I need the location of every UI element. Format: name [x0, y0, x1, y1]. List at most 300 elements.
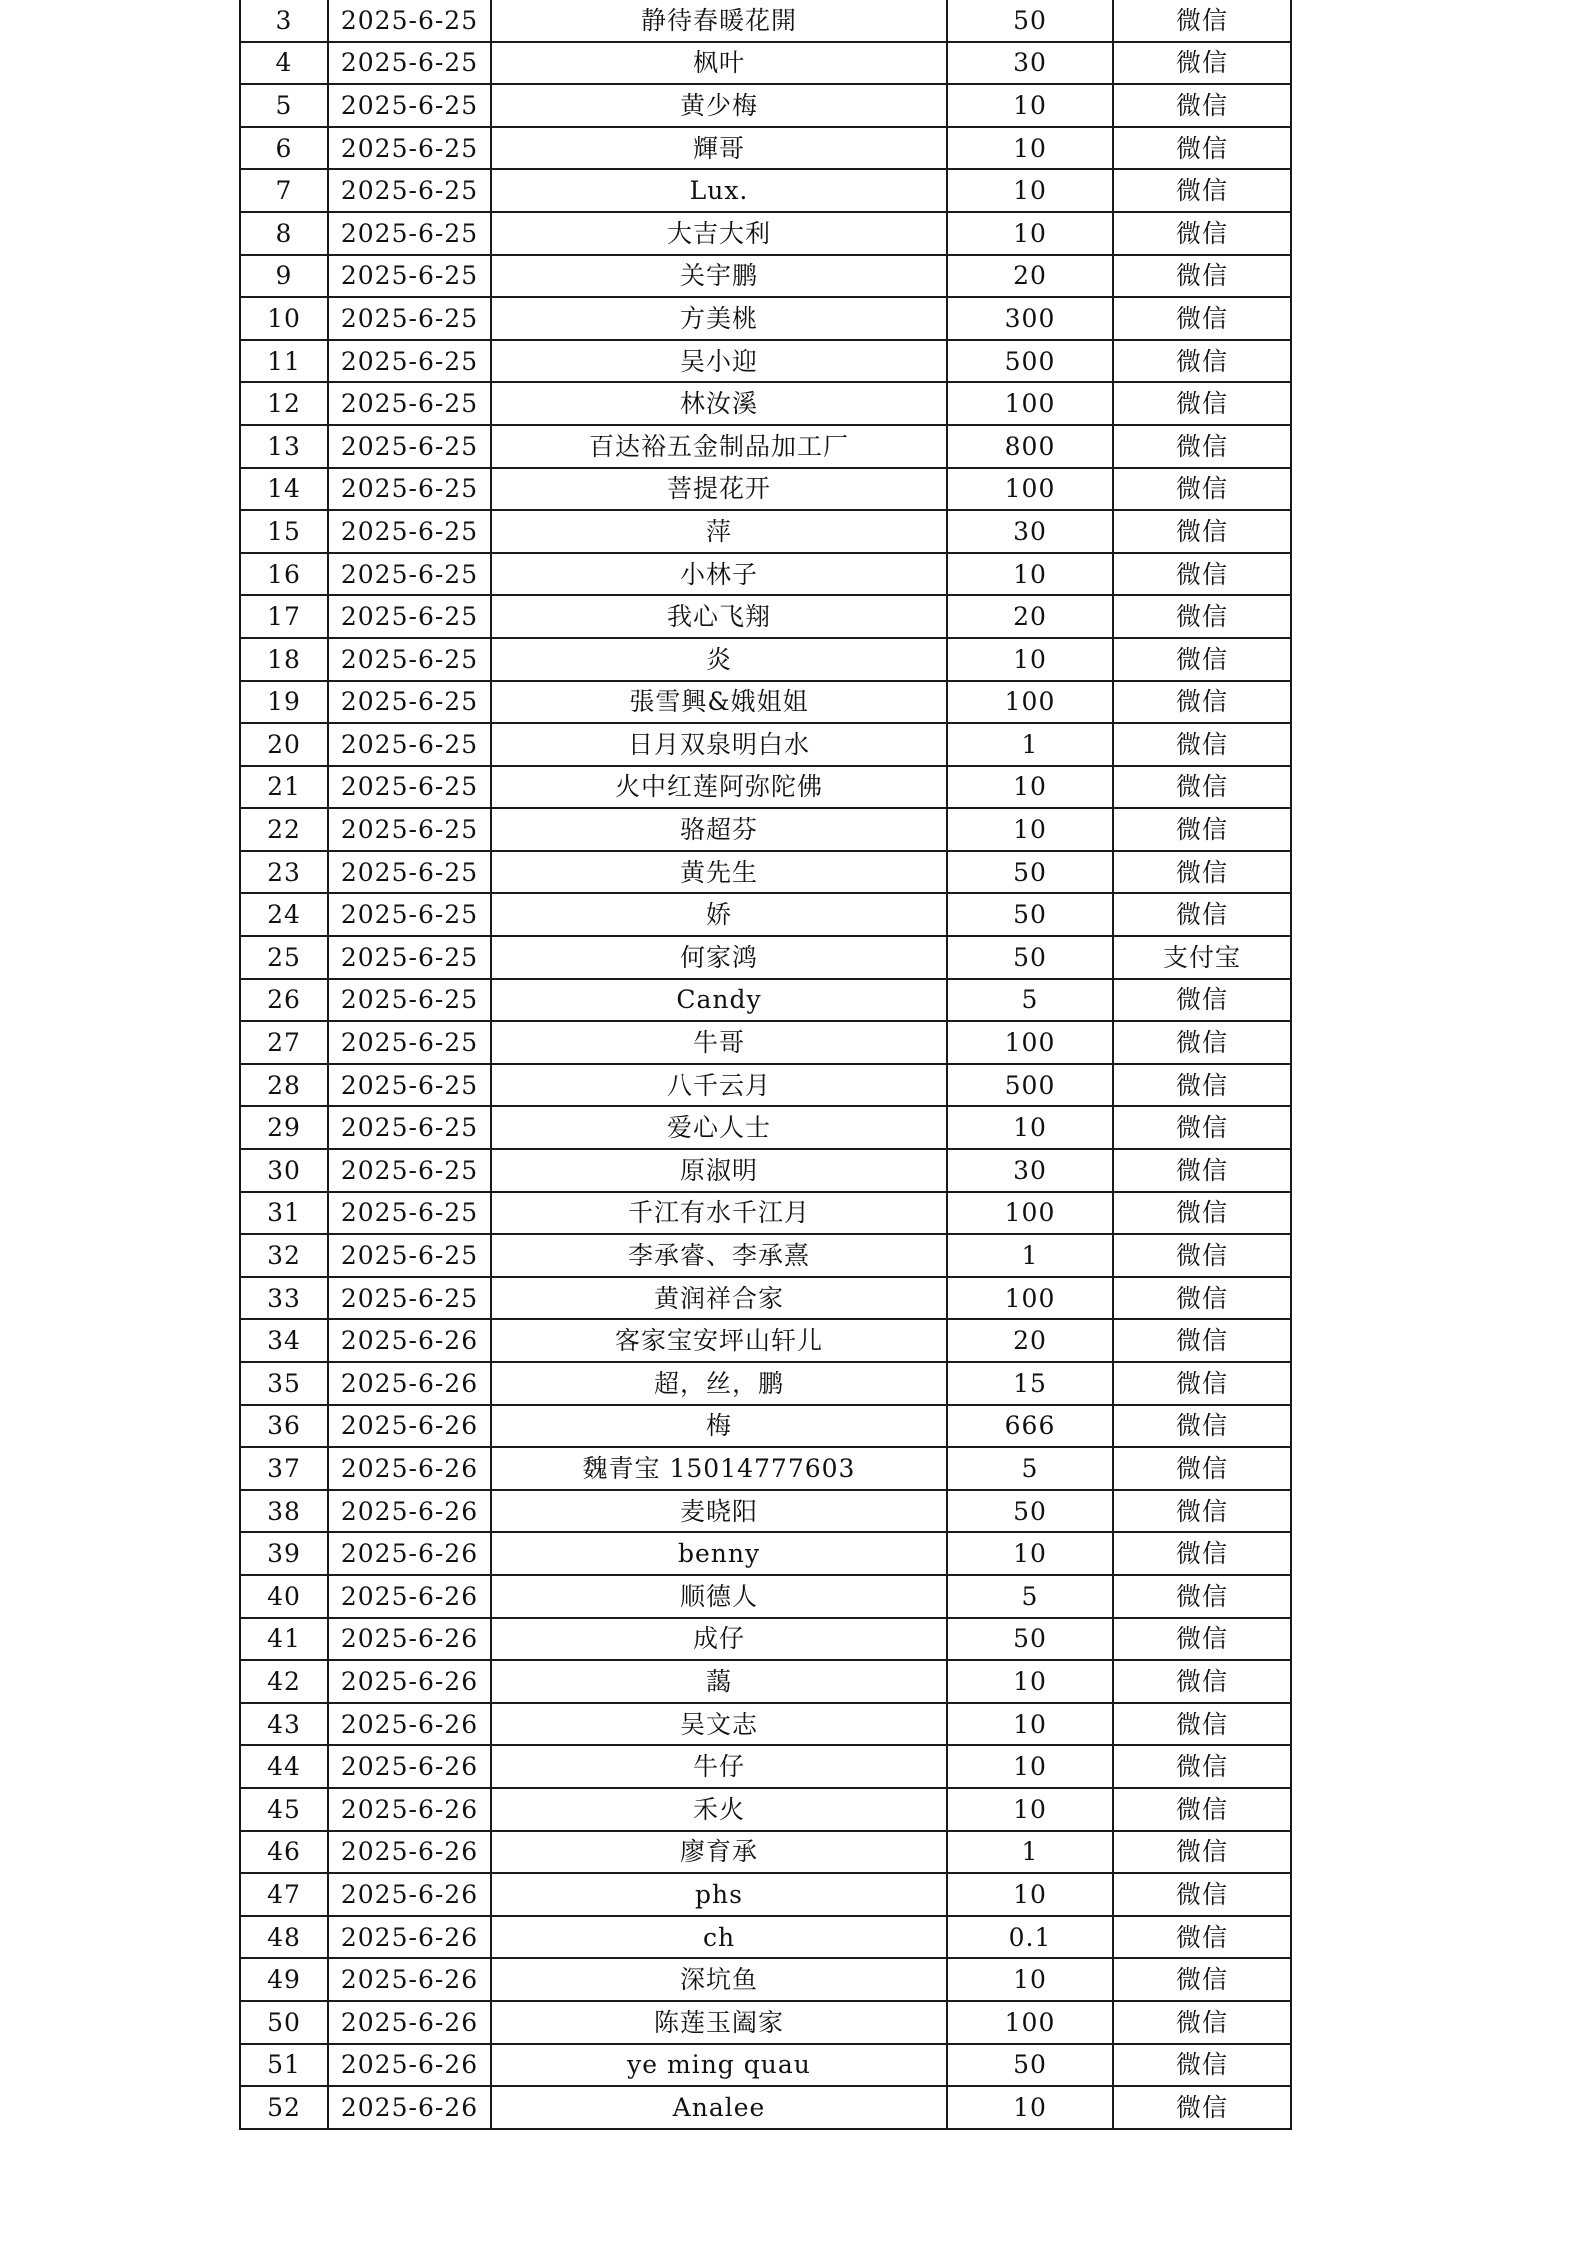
- date-cell: 2025-6-26: [328, 2001, 491, 2044]
- row-number-cell: 11: [240, 340, 328, 383]
- amount-cell: 20: [947, 1319, 1113, 1362]
- donor-name-cell: 藹: [491, 1660, 947, 1703]
- date-cell: 2025-6-25: [328, 0, 491, 42]
- table-row: [240, 638, 1291, 681]
- amount-cell: 10: [947, 1788, 1113, 1831]
- donor-name-cell: 客家宝安坪山轩儿: [491, 1319, 947, 1362]
- amount-cell: 300: [947, 297, 1113, 340]
- date-cell: 2025-6-25: [328, 340, 491, 383]
- date-cell: 2025-6-26: [328, 1405, 491, 1448]
- payment-method-cell: 微信: [1113, 1788, 1291, 1831]
- donor-name-cell: 八千云月: [491, 1064, 947, 1107]
- table-row: [240, 382, 1291, 425]
- amount-cell: 50: [947, 2044, 1113, 2087]
- row-number-cell: 23: [240, 851, 328, 894]
- donor-name-cell: 骆超芬: [491, 808, 947, 851]
- date-cell: 2025-6-25: [328, 42, 491, 85]
- donor-name-cell: 黄少梅: [491, 84, 947, 127]
- payment-method-cell: 微信: [1113, 0, 1291, 42]
- table-row: [240, 510, 1291, 553]
- table-row: [240, 1064, 1291, 1107]
- table-row: [240, 2044, 1291, 2087]
- donor-name-cell: 火中红莲阿弥陀佛: [491, 766, 947, 809]
- amount-cell: 10: [947, 212, 1113, 255]
- row-number-cell: 21: [240, 766, 328, 809]
- amount-cell: 10: [947, 1703, 1113, 1746]
- date-cell: 2025-6-25: [328, 766, 491, 809]
- date-cell: 2025-6-25: [328, 936, 491, 979]
- table-row: [240, 127, 1291, 170]
- date-cell: 2025-6-25: [328, 212, 491, 255]
- row-number-cell: 3: [240, 0, 328, 42]
- payment-method-cell: 微信: [1113, 595, 1291, 638]
- amount-cell: 1: [947, 1234, 1113, 1277]
- date-cell: 2025-6-26: [328, 2086, 491, 2129]
- payment-method-cell: 微信: [1113, 1532, 1291, 1575]
- date-cell: 2025-6-26: [328, 1490, 491, 1533]
- donor-name-cell: 魏青宝 15014777603: [491, 1447, 947, 1490]
- amount-cell: 10: [947, 2086, 1113, 2129]
- date-cell: 2025-6-25: [328, 893, 491, 936]
- date-cell: 2025-6-25: [328, 425, 491, 468]
- donation-table: [239, 0, 1292, 2130]
- payment-method-cell: 微信: [1113, 382, 1291, 425]
- table-row: [240, 766, 1291, 809]
- amount-cell: 50: [947, 0, 1113, 42]
- table-row: [240, 1447, 1291, 1490]
- row-number-cell: 13: [240, 425, 328, 468]
- table-row: [240, 297, 1291, 340]
- payment-method-cell: 微信: [1113, 808, 1291, 851]
- donor-name-cell: ch: [491, 1916, 947, 1959]
- payment-method-cell: 微信: [1113, 468, 1291, 511]
- amount-cell: 0.1: [947, 1916, 1113, 1959]
- payment-method-cell: 微信: [1113, 979, 1291, 1022]
- amount-cell: 500: [947, 340, 1113, 383]
- table-row: [240, 1916, 1291, 1959]
- row-number-cell: 38: [240, 1490, 328, 1533]
- row-number-cell: 33: [240, 1277, 328, 1320]
- row-number-cell: 31: [240, 1192, 328, 1235]
- date-cell: 2025-6-25: [328, 468, 491, 511]
- payment-method-cell: 支付宝: [1113, 936, 1291, 979]
- date-cell: 2025-6-25: [328, 84, 491, 127]
- table-row: [240, 425, 1291, 468]
- donation-table-body: [240, 0, 1291, 2129]
- payment-method-cell: 微信: [1113, 638, 1291, 681]
- date-cell: 2025-6-25: [328, 595, 491, 638]
- payment-method-cell: 微信: [1113, 1064, 1291, 1107]
- amount-cell: 10: [947, 1873, 1113, 1916]
- date-cell: 2025-6-26: [328, 1362, 491, 1405]
- table-row: [240, 979, 1291, 1022]
- payment-method-cell: 微信: [1113, 1831, 1291, 1874]
- payment-method-cell: 微信: [1113, 84, 1291, 127]
- donor-name-cell: 静待春暖花開: [491, 0, 947, 42]
- table-row: [240, 808, 1291, 851]
- date-cell: 2025-6-26: [328, 1532, 491, 1575]
- date-cell: 2025-6-26: [328, 1660, 491, 1703]
- payment-method-cell: 微信: [1113, 1277, 1291, 1320]
- payment-method-cell: 微信: [1113, 1703, 1291, 1746]
- row-number-cell: 41: [240, 1618, 328, 1661]
- row-number-cell: 29: [240, 1106, 328, 1149]
- date-cell: 2025-6-25: [328, 169, 491, 212]
- amount-cell: 666: [947, 1405, 1113, 1448]
- row-number-cell: 46: [240, 1831, 328, 1874]
- donor-name-cell: 輝哥: [491, 127, 947, 170]
- date-cell: 2025-6-25: [328, 1064, 491, 1107]
- row-number-cell: 37: [240, 1447, 328, 1490]
- row-number-cell: 43: [240, 1703, 328, 1746]
- table-row: [240, 1873, 1291, 1916]
- payment-method-cell: 微信: [1113, 553, 1291, 596]
- table-row: [240, 468, 1291, 511]
- donor-name-cell: 枫叶: [491, 42, 947, 85]
- payment-method-cell: 微信: [1113, 1447, 1291, 1490]
- amount-cell: 100: [947, 468, 1113, 511]
- donor-name-cell: 我心飞翔: [491, 595, 947, 638]
- payment-method-cell: 微信: [1113, 127, 1291, 170]
- row-number-cell: 5: [240, 84, 328, 127]
- donor-name-cell: 千江有水千江月: [491, 1192, 947, 1235]
- date-cell: 2025-6-26: [328, 1788, 491, 1831]
- row-number-cell: 7: [240, 169, 328, 212]
- donor-name-cell: 吴小迎: [491, 340, 947, 383]
- donor-name-cell: 梅: [491, 1405, 947, 1448]
- row-number-cell: 17: [240, 595, 328, 638]
- payment-method-cell: 微信: [1113, 851, 1291, 894]
- payment-method-cell: 微信: [1113, 681, 1291, 724]
- payment-method-cell: 微信: [1113, 1618, 1291, 1661]
- date-cell: 2025-6-25: [328, 1149, 491, 1192]
- donor-name-cell: 牛哥: [491, 1021, 947, 1064]
- donor-name-cell: 禾火: [491, 1788, 947, 1831]
- row-number-cell: 27: [240, 1021, 328, 1064]
- amount-cell: 10: [947, 1660, 1113, 1703]
- amount-cell: 30: [947, 1149, 1113, 1192]
- amount-cell: 50: [947, 936, 1113, 979]
- donor-name-cell: Analee: [491, 2086, 947, 2129]
- payment-method-cell: 微信: [1113, 1575, 1291, 1618]
- payment-method-cell: 微信: [1113, 425, 1291, 468]
- row-number-cell: 40: [240, 1575, 328, 1618]
- payment-method-cell: 微信: [1113, 212, 1291, 255]
- donor-name-cell: 大吉大利: [491, 212, 947, 255]
- payment-method-cell: 微信: [1113, 766, 1291, 809]
- row-number-cell: 34: [240, 1319, 328, 1362]
- donor-name-cell: 百达裕五金制品加工厂: [491, 425, 947, 468]
- row-number-cell: 25: [240, 936, 328, 979]
- table-row: [240, 1192, 1291, 1235]
- date-cell: 2025-6-26: [328, 1575, 491, 1618]
- table-row: [240, 1149, 1291, 1192]
- table-row: [240, 2001, 1291, 2044]
- date-cell: 2025-6-25: [328, 851, 491, 894]
- donor-name-cell: 廖育承: [491, 1831, 947, 1874]
- table-row: [240, 1660, 1291, 1703]
- amount-cell: 100: [947, 2001, 1113, 2044]
- amount-cell: 10: [947, 1106, 1113, 1149]
- date-cell: 2025-6-25: [328, 1021, 491, 1064]
- date-cell: 2025-6-25: [328, 297, 491, 340]
- payment-method-cell: 微信: [1113, 1149, 1291, 1192]
- amount-cell: 1: [947, 1831, 1113, 1874]
- donor-name-cell: 黄润祥合家: [491, 1277, 947, 1320]
- row-number-cell: 36: [240, 1405, 328, 1448]
- payment-method-cell: 微信: [1113, 1319, 1291, 1362]
- row-number-cell: 50: [240, 2001, 328, 2044]
- payment-method-cell: 微信: [1113, 1106, 1291, 1149]
- amount-cell: 15: [947, 1362, 1113, 1405]
- donor-name-cell: 关宇鹏: [491, 255, 947, 298]
- payment-method-cell: 微信: [1113, 169, 1291, 212]
- date-cell: 2025-6-25: [328, 1192, 491, 1235]
- amount-cell: 500: [947, 1064, 1113, 1107]
- donor-name-cell: 吴文志: [491, 1703, 947, 1746]
- table-row: [240, 723, 1291, 766]
- date-cell: 2025-6-26: [328, 1618, 491, 1661]
- date-cell: 2025-6-26: [328, 1745, 491, 1788]
- table-row: [240, 1532, 1291, 1575]
- row-number-cell: 16: [240, 553, 328, 596]
- payment-method-cell: 微信: [1113, 297, 1291, 340]
- table-row: [240, 1745, 1291, 1788]
- amount-cell: 30: [947, 510, 1113, 553]
- row-number-cell: 32: [240, 1234, 328, 1277]
- table-row: [240, 42, 1291, 85]
- amount-cell: 5: [947, 1575, 1113, 1618]
- amount-cell: 50: [947, 893, 1113, 936]
- amount-cell: 20: [947, 255, 1113, 298]
- table-row: [240, 1958, 1291, 2001]
- table-row: [240, 936, 1291, 979]
- row-number-cell: 18: [240, 638, 328, 681]
- date-cell: 2025-6-25: [328, 1106, 491, 1149]
- table-row: [240, 1319, 1291, 1362]
- payment-method-cell: 微信: [1113, 1958, 1291, 2001]
- row-number-cell: 42: [240, 1660, 328, 1703]
- row-number-cell: 8: [240, 212, 328, 255]
- amount-cell: 50: [947, 851, 1113, 894]
- amount-cell: 10: [947, 638, 1113, 681]
- date-cell: 2025-6-25: [328, 808, 491, 851]
- table-row: [240, 851, 1291, 894]
- table-row: [240, 1831, 1291, 1874]
- payment-method-cell: 微信: [1113, 1405, 1291, 1448]
- amount-cell: 10: [947, 1532, 1113, 1575]
- payment-method-cell: 微信: [1113, 42, 1291, 85]
- donor-name-cell: 林汝溪: [491, 382, 947, 425]
- amount-cell: 10: [947, 127, 1113, 170]
- date-cell: 2025-6-25: [328, 638, 491, 681]
- payment-method-cell: 微信: [1113, 893, 1291, 936]
- amount-cell: 100: [947, 1192, 1113, 1235]
- date-cell: 2025-6-26: [328, 1831, 491, 1874]
- date-cell: 2025-6-26: [328, 2044, 491, 2087]
- donor-name-cell: Candy: [491, 979, 947, 1022]
- amount-cell: 5: [947, 1447, 1113, 1490]
- table-row: [240, 553, 1291, 596]
- table-row: [240, 2086, 1291, 2129]
- donor-name-cell: Lux.: [491, 169, 947, 212]
- row-number-cell: 49: [240, 1958, 328, 2001]
- donor-name-cell: 何家鸿: [491, 936, 947, 979]
- row-number-cell: 51: [240, 2044, 328, 2087]
- amount-cell: 50: [947, 1490, 1113, 1533]
- amount-cell: 5: [947, 979, 1113, 1022]
- date-cell: 2025-6-26: [328, 1447, 491, 1490]
- table-row: [240, 1703, 1291, 1746]
- payment-method-cell: 微信: [1113, 1192, 1291, 1235]
- date-cell: 2025-6-26: [328, 1958, 491, 2001]
- amount-cell: 10: [947, 84, 1113, 127]
- table-row: [240, 84, 1291, 127]
- row-number-cell: 48: [240, 1916, 328, 1959]
- donor-name-cell: 爱心人士: [491, 1106, 947, 1149]
- date-cell: 2025-6-25: [328, 255, 491, 298]
- donor-name-cell: 陈莲玉阖家: [491, 2001, 947, 2044]
- table-row: [240, 255, 1291, 298]
- table-row: [240, 1021, 1291, 1064]
- date-cell: 2025-6-25: [328, 127, 491, 170]
- row-number-cell: 47: [240, 1873, 328, 1916]
- date-cell: 2025-6-26: [328, 1703, 491, 1746]
- amount-cell: 100: [947, 382, 1113, 425]
- donor-name-cell: 顺德人: [491, 1575, 947, 1618]
- amount-cell: 10: [947, 766, 1113, 809]
- amount-cell: 10: [947, 808, 1113, 851]
- donor-name-cell: 小林子: [491, 553, 947, 596]
- donor-name-cell: 李承睿、李承熹: [491, 1234, 947, 1277]
- row-number-cell: 9: [240, 255, 328, 298]
- table-row: [240, 1405, 1291, 1448]
- row-number-cell: 39: [240, 1532, 328, 1575]
- donor-name-cell: 成仔: [491, 1618, 947, 1661]
- donor-name-cell: 牛仔: [491, 1745, 947, 1788]
- date-cell: 2025-6-25: [328, 979, 491, 1022]
- date-cell: 2025-6-26: [328, 1873, 491, 1916]
- amount-cell: 10: [947, 169, 1113, 212]
- donor-name-cell: phs: [491, 1873, 947, 1916]
- donor-name-cell: 麦晓阳: [491, 1490, 947, 1533]
- payment-method-cell: 微信: [1113, 1916, 1291, 1959]
- table-row: [240, 595, 1291, 638]
- table-row: [240, 1490, 1291, 1533]
- row-number-cell: 14: [240, 468, 328, 511]
- payment-method-cell: 微信: [1113, 510, 1291, 553]
- donor-name-cell: 黄先生: [491, 851, 947, 894]
- donor-name-cell: 炎: [491, 638, 947, 681]
- payment-method-cell: 微信: [1113, 340, 1291, 383]
- table-row: [240, 893, 1291, 936]
- date-cell: 2025-6-25: [328, 510, 491, 553]
- row-number-cell: 19: [240, 681, 328, 724]
- row-number-cell: 24: [240, 893, 328, 936]
- date-cell: 2025-6-25: [328, 1277, 491, 1320]
- row-number-cell: 12: [240, 382, 328, 425]
- amount-cell: 10: [947, 553, 1113, 596]
- table-row: [240, 1277, 1291, 1320]
- amount-cell: 100: [947, 681, 1113, 724]
- row-number-cell: 28: [240, 1064, 328, 1107]
- donor-name-cell: 菩提花开: [491, 468, 947, 511]
- date-cell: 2025-6-25: [328, 553, 491, 596]
- amount-cell: 100: [947, 1021, 1113, 1064]
- row-number-cell: 26: [240, 979, 328, 1022]
- amount-cell: 50: [947, 1618, 1113, 1661]
- payment-method-cell: 微信: [1113, 1362, 1291, 1405]
- table-row: [240, 340, 1291, 383]
- date-cell: 2025-6-25: [328, 382, 491, 425]
- row-number-cell: 4: [240, 42, 328, 85]
- table-row: [240, 681, 1291, 724]
- table-row: [240, 212, 1291, 255]
- donor-name-cell: 深坑鱼: [491, 1958, 947, 2001]
- donor-name-cell: 張雪興&娥姐姐: [491, 681, 947, 724]
- table-row: [240, 1788, 1291, 1831]
- payment-method-cell: 微信: [1113, 723, 1291, 766]
- row-number-cell: 35: [240, 1362, 328, 1405]
- payment-method-cell: 微信: [1113, 1490, 1291, 1533]
- payment-method-cell: 微信: [1113, 255, 1291, 298]
- row-number-cell: 44: [240, 1745, 328, 1788]
- amount-cell: 100: [947, 1277, 1113, 1320]
- table-row: [240, 1575, 1291, 1618]
- row-number-cell: 15: [240, 510, 328, 553]
- table-row: [240, 1618, 1291, 1661]
- amount-cell: 10: [947, 1958, 1113, 2001]
- date-cell: 2025-6-26: [328, 1319, 491, 1362]
- date-cell: 2025-6-25: [328, 1234, 491, 1277]
- date-cell: 2025-6-25: [328, 723, 491, 766]
- date-cell: 2025-6-25: [328, 681, 491, 724]
- donor-name-cell: 日月双泉明白水: [491, 723, 947, 766]
- date-cell: 2025-6-26: [328, 1916, 491, 1959]
- table-row: [240, 1106, 1291, 1149]
- row-number-cell: 30: [240, 1149, 328, 1192]
- donor-name-cell: 娇: [491, 893, 947, 936]
- row-number-cell: 10: [240, 297, 328, 340]
- donor-name-cell: benny: [491, 1532, 947, 1575]
- amount-cell: 800: [947, 425, 1113, 468]
- payment-method-cell: 微信: [1113, 1021, 1291, 1064]
- table-row: [240, 1234, 1291, 1277]
- donor-name-cell: ye ming quau: [491, 2044, 947, 2087]
- payment-method-cell: 微信: [1113, 2086, 1291, 2129]
- payment-method-cell: 微信: [1113, 1873, 1291, 1916]
- amount-cell: 1: [947, 723, 1113, 766]
- row-number-cell: 20: [240, 723, 328, 766]
- row-number-cell: 22: [240, 808, 328, 851]
- row-number-cell: 6: [240, 127, 328, 170]
- row-number-cell: 52: [240, 2086, 328, 2129]
- payment-method-cell: 微信: [1113, 2044, 1291, 2087]
- payment-method-cell: 微信: [1113, 2001, 1291, 2044]
- donor-name-cell: 萍: [491, 510, 947, 553]
- amount-cell: 10: [947, 1745, 1113, 1788]
- row-number-cell: 45: [240, 1788, 328, 1831]
- amount-cell: 20: [947, 595, 1113, 638]
- table-row: [240, 1362, 1291, 1405]
- table-row: [240, 0, 1291, 42]
- payment-method-cell: 微信: [1113, 1660, 1291, 1703]
- donor-name-cell: 方美桃: [491, 297, 947, 340]
- donor-name-cell: 超，丝，鹏: [491, 1362, 947, 1405]
- payment-method-cell: 微信: [1113, 1745, 1291, 1788]
- amount-cell: 30: [947, 42, 1113, 85]
- payment-method-cell: 微信: [1113, 1234, 1291, 1277]
